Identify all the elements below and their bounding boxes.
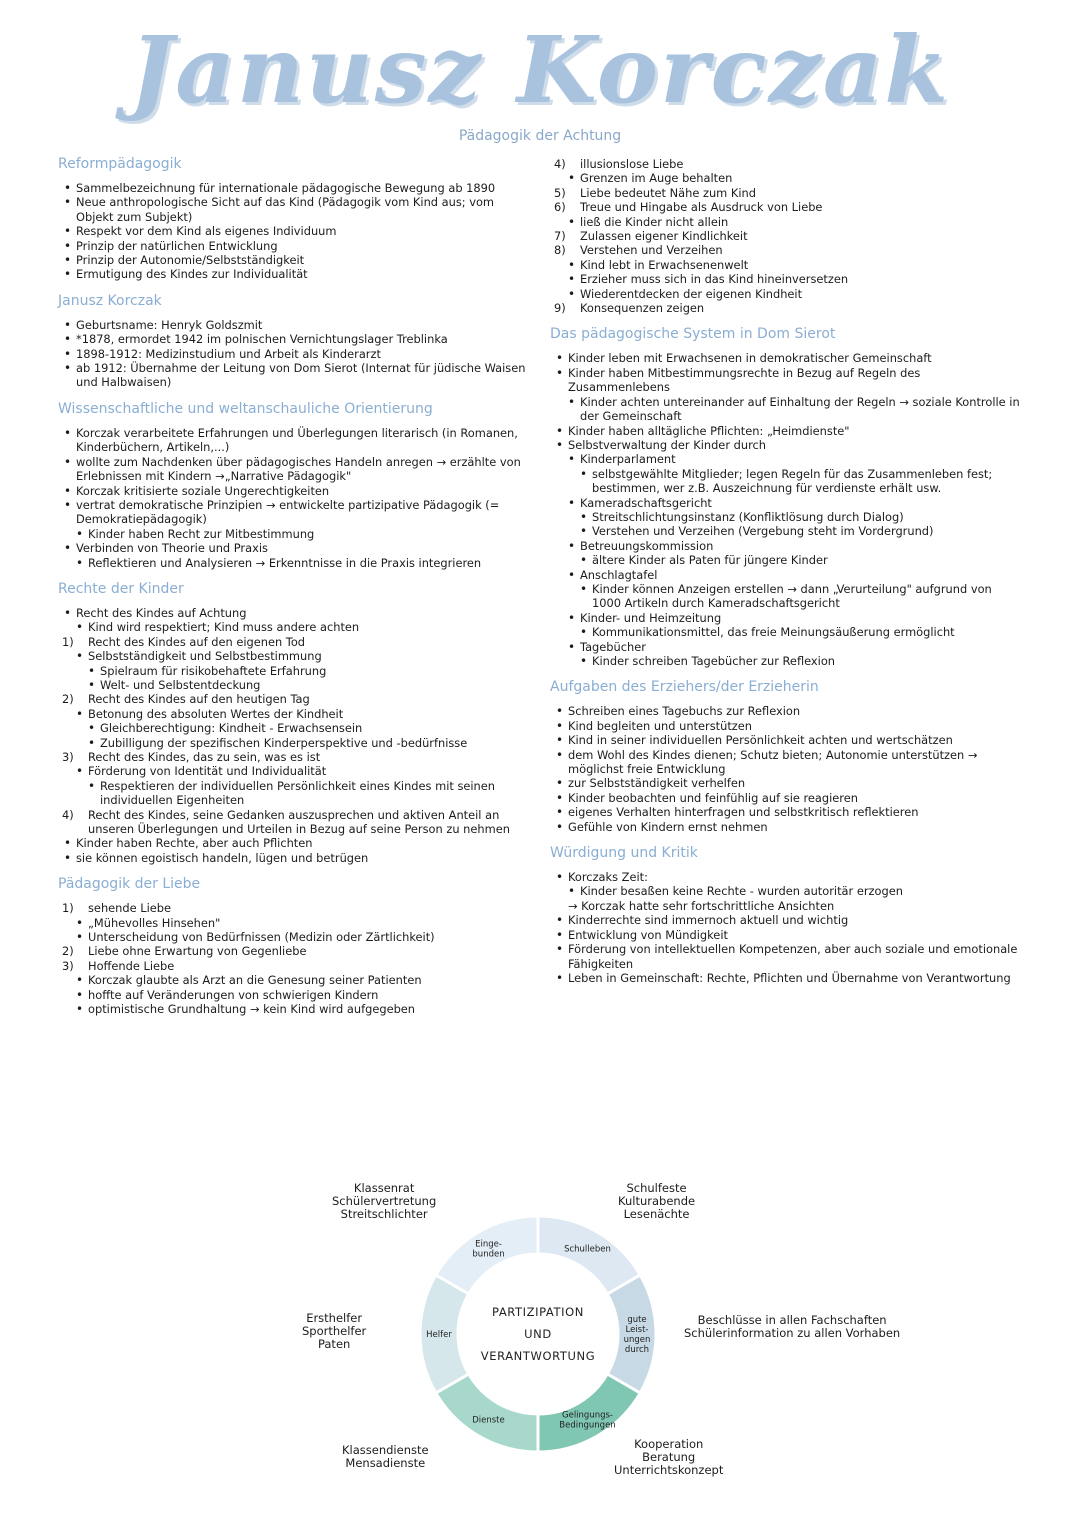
item-text: Unterscheidung von Bedürfnissen (Medizin oder Zärtlichkeit)	[88, 930, 435, 945]
list-item	[550, 870, 1020, 884]
item-text: → Korczak hatte sehr fortschrittliche Ansichten	[568, 898, 835, 913]
item-text: Konsequenzen zeigen	[580, 301, 705, 316]
list-item	[550, 229, 1020, 243]
item-text: Liebe ohne Erwartung von Gegenliebe	[88, 944, 307, 959]
list-item	[550, 719, 1020, 733]
list-item	[58, 973, 528, 987]
list-item	[58, 635, 528, 649]
list-item	[58, 253, 528, 267]
list-item	[58, 721, 528, 735]
list-item	[550, 611, 1020, 625]
list-item	[58, 1002, 528, 1016]
list-item	[58, 361, 528, 390]
item-text: Prinzip der natürlichen Entwicklung	[76, 238, 278, 253]
list-item	[550, 704, 1020, 718]
list-item	[550, 301, 1020, 315]
segment-label: gute Leist-ungen durch	[623, 1315, 651, 1355]
list-item	[58, 808, 528, 837]
item-text: Kinder haben Rechte, aber auch Pflichten	[76, 836, 313, 851]
item-text: Kameradschaftsgericht	[580, 495, 712, 510]
list-item	[550, 820, 1020, 834]
list-item	[58, 347, 528, 361]
item-text: Streitschlichtungsinstanz (Konfliktlösung durch Dialog)	[592, 509, 904, 524]
item-text: Gefühle von Kindern ernst nehmen	[568, 819, 768, 834]
item-number: 8)	[554, 243, 566, 258]
item-text: wollte zum Nachdenken über pädagogisches Handeln anregen → erzählte von Erlebnissen mit Kindern →„Narrative Pädagogik"	[76, 454, 521, 484]
list-item	[550, 366, 1020, 395]
item-text: ab 1912: Übernahme der Leitung von Dom Sierot (Internat für jüdische Waisen und Halbwaisen)	[76, 361, 526, 390]
section-heading: Würdigung und Kritik	[550, 845, 698, 862]
segment-label: Einge-bunden	[472, 1239, 505, 1260]
item-text: Kinder können Anzeigen erstellen → dann „Verurteilung" aufgrund von 1000 Artikeln durch Kameradschaftsgericht	[592, 581, 992, 611]
list-item	[550, 171, 1020, 185]
item-number: 4)	[62, 807, 74, 822]
list-item	[550, 215, 1020, 229]
item-text: Kinderparlament	[580, 452, 676, 467]
item-text: Kinderrechte sind immernoch aktuell und wichtig	[568, 913, 849, 928]
item-text: Recht des Kindes auf den eigenen Tod	[88, 634, 306, 649]
item-text: Erzieher muss sich in das Kind hineinversetzen	[580, 272, 849, 287]
list-item	[550, 186, 1020, 200]
list-item	[550, 582, 1020, 611]
list-item	[550, 272, 1020, 286]
list-item	[550, 899, 1020, 913]
section-list	[550, 351, 1020, 668]
item-text: Sammelbezeichnung für internationale pädagogische Bewegung ab 1890	[76, 181, 496, 195]
item-text: Kinder schreiben Tagebücher zur Reflexion	[592, 654, 836, 668]
list-item	[58, 944, 528, 958]
item-text: Recht des Kindes, seine Gedanken auszusprechen und aktiven Anteil an unseren Überlegungen und Urteilen in Bezug auf seine Person zu nehmen	[88, 807, 510, 837]
item-text: Kind wird respektiert; Kind muss andere achten	[88, 620, 360, 635]
section	[550, 678, 1020, 834]
list-item	[550, 568, 1020, 582]
item-text: Kind lebt in Erwachsenenwelt	[580, 257, 749, 272]
list-item	[58, 318, 528, 332]
item-number: 4)	[554, 157, 566, 171]
item-text: Reflektieren und Analysieren → Erkenntnisse in die Praxis integrieren	[88, 555, 482, 570]
item-text: Betonung des absoluten Wertes der Kindheit	[88, 706, 344, 721]
list-item	[550, 496, 1020, 510]
item-text: „Mühevolles Hinsehen"	[88, 915, 221, 930]
list-item	[58, 988, 528, 1002]
section	[550, 325, 1020, 668]
outer-label-line: Beratung	[642, 1450, 696, 1464]
outer-label-line: Kulturabende	[618, 1194, 696, 1208]
list-item	[550, 243, 1020, 257]
item-text: Korczak glaubte als Arzt an die Genesung seiner Patienten	[88, 973, 422, 988]
section-list	[550, 704, 1020, 834]
item-text: Entwicklung von Mündigkeit	[568, 927, 728, 942]
label-right	[684, 1314, 900, 1340]
label-bottom-left	[342, 1444, 429, 1470]
item-number: 1)	[62, 634, 74, 649]
item-number: 6)	[554, 200, 566, 215]
list-item	[550, 200, 1020, 214]
item-text: Betreuungskommission	[580, 538, 714, 553]
item-text: Zubilligung der spezifischen Kinderperspektive und -bedürfnisse	[100, 735, 468, 750]
section	[58, 875, 528, 1016]
item-text: Kinder- und Heimzeitung	[580, 610, 722, 625]
list-item	[550, 395, 1020, 424]
item-number: 1)	[62, 901, 74, 916]
list-item	[58, 916, 528, 930]
outer-label-line: Klassendienste	[342, 1443, 429, 1457]
list-item	[58, 332, 528, 346]
list-item	[58, 606, 528, 620]
item-text: eigenes Verhalten hinterfragen und selbstkritisch reflektieren	[568, 805, 919, 820]
item-text: vertrat demokratische Prinzipien → entwickelte partizipative Pädagogik (= Demokratiepädagogik)	[76, 497, 500, 527]
list-item	[550, 438, 1020, 452]
item-number: 7)	[554, 229, 566, 244]
item-text: Korczak verarbeitete Erfahrungen und Überlegungen literarisch (in Romanen, Kinderbüchern, Artikeln,...)	[76, 425, 518, 455]
item-text: ließ die Kinder nicht allein	[580, 214, 729, 229]
item-text: optimistische Grundhaltung → kein Kind wird aufgegeben	[88, 1002, 416, 1017]
item-number: 3)	[62, 750, 74, 764]
list-item	[550, 640, 1020, 654]
label-bottom-right	[614, 1438, 723, 1477]
segment-label: Helfer	[426, 1330, 452, 1340]
item-text: sehende Liebe	[88, 901, 172, 916]
list-item	[550, 424, 1020, 438]
item-text: Kinder achten untereinander auf Einhaltung der Regeln → soziale Kontrolle in der Gemeinschaft	[580, 394, 1020, 424]
list-item	[58, 901, 528, 915]
item-text: Liebe bedeutet Nähe zum Kind	[580, 185, 756, 200]
center-label: PARTIZIPATION UND VERANTWORTUNG	[480, 1305, 596, 1363]
list-item	[58, 707, 528, 721]
list-item	[58, 750, 528, 764]
list-item	[550, 928, 1020, 942]
item-text: Welt- und Selbstentdeckung	[100, 677, 261, 692]
list-item	[550, 258, 1020, 272]
list-item	[58, 498, 528, 527]
list-item	[58, 959, 528, 973]
list-item	[550, 805, 1020, 819]
item-number: 9)	[554, 301, 566, 316]
list-item	[58, 181, 528, 195]
section-heading: Pädagogik der Liebe	[58, 876, 201, 893]
section-list	[550, 870, 1020, 985]
item-text: Kinder haben Mitbestimmungsrechte in Bezug auf Regeln des Zusammenlebens	[568, 365, 921, 395]
section-list	[58, 426, 528, 570]
section-list	[58, 181, 528, 282]
item-text: *1878, ermordet 1942 im polnischen Vernichtungslager Treblinka	[76, 332, 448, 347]
item-text: Wiederentdecken der eigenen Kindheit	[580, 286, 803, 301]
item-text: sie können egoistisch handeln, lügen und betrügen	[76, 850, 369, 865]
list-item	[550, 733, 1020, 747]
outer-label-line: Lesenächte	[623, 1207, 690, 1221]
list-item	[58, 620, 528, 634]
item-text: Tagebücher	[580, 639, 646, 654]
item-text: Korczaks Zeit:	[568, 870, 648, 885]
section-heading: Das pädagogische System in Dom Sierot	[550, 326, 836, 343]
item-text: hoffte auf Veränderungen von schwierigen Kindern	[88, 987, 379, 1002]
list-item	[58, 779, 528, 808]
list-item	[58, 541, 528, 555]
section-heading: Rechte der Kinder	[58, 580, 184, 597]
item-text: Prinzip der Autonomie/Selbstständigkeit	[76, 253, 305, 268]
item-text: Respektieren der individuellen Persönlichkeit eines Kindes mit seinen individuellen Eigenheiten	[100, 778, 496, 808]
section-heading: Janusz Korczak	[58, 292, 162, 309]
list-item	[550, 157, 1020, 171]
item-text: Verbinden von Theorie und Praxis	[76, 541, 268, 556]
segment-label: Dienste	[472, 1415, 505, 1426]
item-text: Kinder besaßen keine Rechte - wurden autoritär erzogen	[580, 884, 903, 899]
item-text: illusionslose Liebe	[580, 157, 684, 171]
list-item	[550, 654, 1020, 668]
list-item	[550, 287, 1020, 301]
list-item	[550, 467, 1020, 496]
list-item	[58, 224, 528, 238]
outer-label-line: Schülerinformation zu allen Vorhaben	[684, 1326, 901, 1340]
list-item	[58, 930, 528, 944]
list-item	[58, 484, 528, 498]
item-text: Schreiben eines Tagebuchs zur Reflexion	[568, 704, 801, 719]
item-text: Gleichberechtigung: Kindheit - Erwachsensein	[100, 721, 363, 736]
item-text: zur Selbstständigkeit verhelfen	[568, 776, 746, 791]
outer-label-line: Unterrichtskonzept	[614, 1463, 724, 1477]
outer-label-line: Paten	[317, 1337, 351, 1351]
item-text: Grenzen im Auge behalten	[580, 171, 733, 186]
list-item	[58, 836, 528, 850]
list-item	[58, 556, 528, 570]
list-item	[58, 267, 528, 281]
item-text: Selbstständigkeit und Selbstbestimmung	[88, 649, 322, 664]
list-item	[550, 452, 1020, 466]
item-text: Verstehen und Verzeihen	[580, 243, 723, 258]
item-text: Anschlagtafel	[580, 567, 658, 582]
section	[58, 292, 528, 390]
item-number: 2)	[62, 692, 74, 707]
label-top-left	[332, 1182, 436, 1221]
item-number: 3)	[62, 958, 74, 973]
section	[58, 155, 528, 282]
item-text: Förderung von intellektuellen Kompetenzen, aber auch soziale und emotionale Fähigkeiten	[568, 942, 1018, 971]
list-item	[550, 539, 1020, 553]
item-number: 2)	[62, 944, 74, 959]
item-text: Recht des Kindes auf den heutigen Tag	[88, 692, 310, 707]
item-text: Treue und Hingabe als Ausdruck von Liebe	[580, 200, 823, 215]
list-item	[58, 649, 528, 663]
outer-label-line: Klassenrat	[353, 1181, 415, 1195]
item-text: Selbstverwaltung der Kinder durch	[568, 437, 766, 452]
section	[58, 400, 528, 570]
outer-label-line: Mensadienste	[345, 1456, 426, 1470]
list-item	[550, 524, 1020, 538]
item-text: Verstehen und Verzeihen (Vergebung steht im Vordergrund)	[592, 524, 934, 539]
outer-label-line: Ersthelfer	[306, 1311, 363, 1325]
item-text: Kinder beobachten und feinfühlig auf sie reagieren	[568, 790, 858, 805]
item-text: Respekt vor dem Kind als eigenes Individuum	[76, 224, 337, 239]
list-item	[550, 553, 1020, 567]
list-item	[550, 791, 1020, 805]
section	[550, 844, 1020, 985]
list-item	[58, 455, 528, 484]
item-text: Kinder haben alltägliche Pflichten: „Heimdienste"	[568, 423, 850, 438]
item-text: Förderung von Identität und Individualität	[88, 764, 327, 779]
list-item	[550, 510, 1020, 524]
label-left	[302, 1312, 366, 1351]
item-text: Kommunikationsmittel, das freie Meinungsäußerung ermöglicht	[592, 625, 955, 640]
outer-label-line: Beschlüsse in allen Fachschaften	[697, 1313, 887, 1327]
segment-label: Gelingungs-Bedingungen	[559, 1410, 616, 1431]
item-text: Ermutigung des Kindes zur Individualität	[76, 267, 308, 282]
right-column	[550, 157, 1020, 985]
item-text: Kinder haben Recht zur Mitbestimmung	[88, 526, 315, 541]
list-item	[550, 351, 1020, 365]
section-list	[58, 901, 528, 1016]
list-item	[58, 851, 528, 865]
item-text: Kind in seiner individuellen Persönlichkeit achten und wertschätzen	[568, 733, 953, 748]
segment-label: Schulleben	[564, 1244, 611, 1255]
list-item	[58, 736, 528, 750]
section-list	[58, 606, 528, 865]
list-item	[58, 195, 528, 224]
section-list	[550, 157, 1020, 315]
item-text: Hoffende Liebe	[88, 958, 175, 973]
section-heading: Aufgaben des Erziehers/der Erzieherin	[550, 679, 819, 696]
list-item	[58, 678, 528, 692]
list-item	[58, 527, 528, 541]
list-item	[58, 426, 528, 455]
section-heading: Reformpädagogik	[58, 156, 182, 172]
item-text: Geburtsname: Henryk Goldszmit	[76, 317, 263, 332]
item-number: 5)	[554, 185, 566, 200]
item-text: Leben in Gemeinschaft: Rechte, Pflichten und Übernahme von Verantwortung	[568, 970, 1011, 985]
item-text: Recht des Kindes, das zu sein, was es ist	[88, 750, 321, 764]
list-item	[550, 913, 1020, 927]
outer-label-line: Schulfeste	[626, 1181, 687, 1195]
page-title: Janusz Korczak	[129, 16, 951, 124]
item-text: selbstgewählte Mitglieder; legen Regeln für das Zusammenleben fest; bestimmen, wer z.B. Auszeichnung für verdienste erhält usw.	[592, 466, 993, 496]
participation-diagram	[280, 1170, 901, 1530]
item-text: Spielraum für risikobehaftete Erfahrung	[100, 663, 327, 678]
list-item	[550, 942, 1020, 971]
list-item	[58, 692, 528, 706]
list-item	[550, 625, 1020, 639]
outer-label-line: Kooperation	[634, 1437, 704, 1451]
section-list	[58, 318, 528, 390]
item-text: Recht des Kindes auf Achtung	[76, 605, 247, 620]
page-subtitle: Pädagogik der Achtung	[458, 128, 622, 144]
section	[550, 157, 1020, 315]
outer-label-line: Schülervertretung	[332, 1194, 437, 1208]
item-text: 1898-1912: Medizinstudium und Arbeit als Kinderarzt	[76, 346, 381, 361]
section	[58, 580, 528, 865]
item-text: Neue anthropologische Sicht auf das Kind (Pädagogik vom Kind aus; vom Objekt zum Subjekt)	[76, 195, 495, 224]
list-item	[550, 971, 1020, 985]
item-text: ältere Kinder als Paten für jüngere Kinder	[592, 553, 828, 568]
list-item	[550, 776, 1020, 790]
label-top-right	[618, 1182, 695, 1221]
item-text: Kinder leben mit Erwachsenen in demokratischer Gemeinschaft	[568, 351, 932, 366]
outer-label-line: Sporthelfer	[302, 1324, 367, 1338]
list-item	[58, 664, 528, 678]
item-text: dem Wohl des Kindes dienen; Schutz bieten; Autonomie unterstützen → möglichst freie Entwicklung	[568, 747, 978, 777]
list-item	[550, 748, 1020, 777]
list-item	[550, 884, 1020, 898]
list-item	[58, 764, 528, 778]
outer-label-line: Streitschlichter	[340, 1207, 428, 1221]
left-column	[58, 155, 528, 1017]
section-heading: Wissenschaftliche und weltanschauliche Orientierung	[58, 400, 433, 417]
item-text: Zulassen eigener Kindlichkeit	[580, 229, 748, 244]
item-text: Kind begleiten und unterstützen	[568, 718, 753, 733]
list-item	[58, 239, 528, 253]
item-text: Korczak kritisierte soziale Ungerechtigkeiten	[76, 483, 330, 498]
